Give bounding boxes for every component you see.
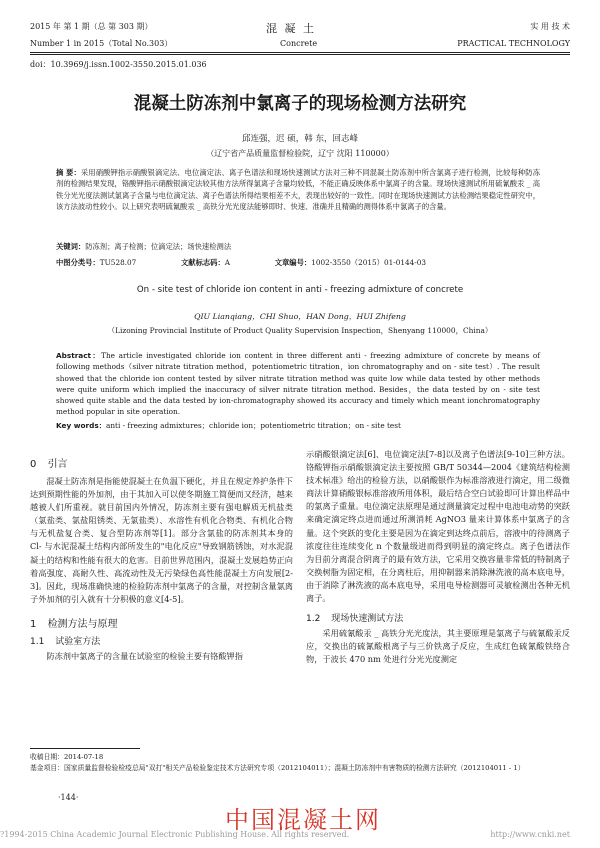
abstract-cn-label: 摘 要：	[56, 168, 81, 177]
methods-paragraph: 示硝酸银滴定法[6]、电位滴定法[7-8]以及离子色谱法[9-10]三种方法。铬酸钾指示硝酸银滴定法主要按照 GB/T 50344—2004《建筑结构检测技术标准》给出的检验方法，以硝酸银作为标准溶液进行滴定，用二级微商法计算硝酸银标准溶液所用体积，最后结合空白试验即可计算出样品中的氯离子重量。电位滴定法原理是通过测量滴定过程中电池电动势的突跃来确定滴定终点进而通过所测消耗 AgNO3 量来计算体系中氯离子的含量。这个突跃的变化主要是因为在滴定到达终点前后，溶液中的待测离子浓度往往连续变化 n 个数量级进而得到明显的滴定终点。离子色谱法作为目前分离混合阴离子的最有效方法，它采用交换容量非常低的特制离子交换树脂为固定相，在分离柱后，用抑制器来消除淋洗液的高本底电导，由于消除了淋洗液的高本底电导，采用电导检测器可灵敏检测出各种无机离子。	[306, 449, 570, 604]
journal-title-en: Concrete	[280, 39, 318, 48]
page-number: ·144·	[58, 793, 79, 802]
fund-info: 基金项目：国家质量监督检验检疫总局"双打"相关产品检验鉴定技术方法研究专项（2012104011）；混凝土防冻剂中有害物质的检测方法研究（2012104011 - 1）	[30, 763, 525, 772]
section-1-heading	[30, 615, 293, 630]
abstract-cn	[56, 167, 540, 212]
section-1-title: 检测方法与原理	[47, 618, 118, 630]
copyright-notice: ?1994-2015 China Academic Journal Electronic Publishing House. All rights reserved.	[0, 830, 350, 839]
doi: doi：10.3969/j.issn.1002-3550.2015.01.036	[30, 60, 207, 69]
authors-cn: 邱连强，迟 硕，韩 东，回志峰	[242, 134, 358, 144]
keywords-en	[56, 420, 540, 431]
issue-number-cn: 2015 年 第 1 期（总 第 303 期）	[30, 22, 153, 31]
section-0-heading	[30, 455, 293, 470]
keywords-en-label: Key words：	[56, 421, 106, 430]
section-name-cn: 实 用 技 术	[530, 22, 570, 31]
journal-title-cn: 混 凝 土	[266, 22, 316, 35]
affiliation-en: （Lizoning Provincial Institute of Product Quality Supervision Inspection，Shenyang 110000，China）	[107, 326, 493, 335]
section-1-1-number: 1.1	[30, 636, 45, 647]
article-number-value: 1002-3550（2015）01-0144-03	[311, 258, 427, 267]
intro-paragraph: 混凝土防冻剂是指能使混凝土在负温下硬化，并且在规定养护条件下达到预期性能的外加剂，由于其加入可以使冬期施工简便而又经济，越来越被人们所重视。就目前国内外情况，防冻剂主要有强电解质无机盐类（氯盐类、氯盐阻锈类、无氯盐类）、水溶性有机化合物类、有机化合物与无机盐复合类、复合型防冻剂等[1]。部分含氯盐的防冻剂其本身的 Cl- 与水泥混凝土结构内部所发生的"电化反应"导致钢筋锈蚀，对水泥混凝土的结构和性能有很大的危害。目前世界范围内，混凝土发展趋势正向着高强度、高耐久性、高流动性及无污染绿色高性能混凝土方向发展[2-3]。因此，现场准确快速的检验防冻剂中氯离子的含量，对控制含量氯离子外加剂的引入就有十分积极的意义[4-5]。	[30, 476, 293, 604]
section-1-2-number: 1.2	[306, 614, 321, 625]
field-method-paragraph: 采用硫氰酸汞 _ 高铁分光光度法，其主要原理是氯离子与硫氰酸汞反应，交换出的硫氰酸根离子与三价铁离子反应，生成红色硫氰酸铁络合物，于波长 470 nm 处进行分光光度测定	[306, 628, 570, 665]
section-1-1-title: 试验室方法	[55, 636, 101, 647]
paper-title-cn: 混凝土防冻剂中氯离子的现场检测方法研究	[133, 94, 467, 114]
abstract-en-text: The article investigated chloride ion content in three different anti - freezing admixture of concrete by means of following methods（silver nitrate titration method，potentiometric titration，ion chromatography and on - site test）. The result showed that the chloride ion content tested by silver nitrate titration method was quite low while data tested by other methods were quite uniform which implied the inaccuracy of silver nitrate titration method. Besides，the data tested by on - site test showed quite stable and the data tested by ion-chromatography showed its accuracy and timely which meant ionchromatography method popular in site operation.	[56, 351, 540, 417]
section-0-title: 引言	[47, 459, 68, 470]
clc-value: TU528.07	[99, 258, 137, 267]
paper-title-en: On - site test of chloride ion content in anti - freezing admixture of concrete	[136, 285, 464, 295]
footnote-rule	[30, 748, 140, 749]
section-1-2-heading	[306, 611, 570, 624]
section-name-en: PRACTICAL TECHNOLOGY	[457, 39, 570, 48]
left-column	[30, 455, 293, 663]
section-0-number: 0	[30, 459, 37, 470]
keywords-en-text: anti - freezing admixtures；chloride ion；potentiometric titration；on - site test	[106, 421, 401, 430]
classification-line	[56, 257, 540, 268]
keywords-cn	[56, 241, 540, 252]
abstract-cn-text: 采用硝酸钾指示硝酸银滴定法、电位滴定法、离子色谱法和现场快速测试方法对三种不同混凝土防冻剂中所含氯离子进行检测，比较每种防冻剂的检测结果发现，铬酸钾指示硝酸银滴定法较其他方法所得氯离子含量均较低，不能正确反映体系中氯离子的含量。现场快速测试所用硫氰酸汞 _ 高铁分光光度法测试氯离子含量与电位滴定法、离子色谱法所得结果相差不大，表现出较好的一致性。同时在现场快速测试方法检测结果稳定性研究中，该方法波动性较小。以上研究表明硫氰酸汞 _ 高铁分光光度法能够即时、快速、准确并且精确的测得体系中氯离子的含量。	[56, 168, 540, 211]
keywords-cn-label: 关键词：	[56, 242, 86, 251]
cnki-link[interactable]: http://www.cnki.net	[490, 830, 570, 839]
lab-method-paragraph: 防冻剂中氯离子的含量在试验室的检验主要有铬酸钾指	[46, 650, 243, 661]
header-rule	[30, 52, 570, 53]
right-column	[306, 448, 570, 666]
received-date: 收稿日期：2014-07-18	[30, 753, 104, 761]
issue-number-en: Number 1 in 2015（Total No.303）	[30, 39, 173, 48]
footnotes	[30, 752, 570, 773]
abstract-en	[56, 350, 540, 418]
section-1-2-title: 现场快速测试方法	[331, 614, 404, 625]
authors-en: QIU Lianqiang，CHI Shuo，HAN Dong，HUI Zhifeng	[194, 312, 406, 321]
header-rule-thin	[30, 54, 570, 55]
site-watermark: 中国混凝土网	[225, 806, 381, 834]
doc-code-label: 文献标志码：	[181, 258, 225, 267]
affiliation-cn: （辽宁省产品质量监督检验院，辽宁 沈阳 110000）	[206, 149, 394, 158]
section-1-number: 1	[30, 618, 37, 630]
section-1-1-heading	[30, 634, 293, 647]
keywords-cn-text: 防冻剂；离子检测；位滴定法；场快速检测法	[85, 242, 232, 251]
article-number-label: 文章编号：	[274, 258, 312, 267]
abstract-en-label: Abstract：	[56, 351, 102, 360]
doc-code-value: A	[224, 258, 231, 267]
clc-label: 中图分类号：	[56, 258, 100, 267]
